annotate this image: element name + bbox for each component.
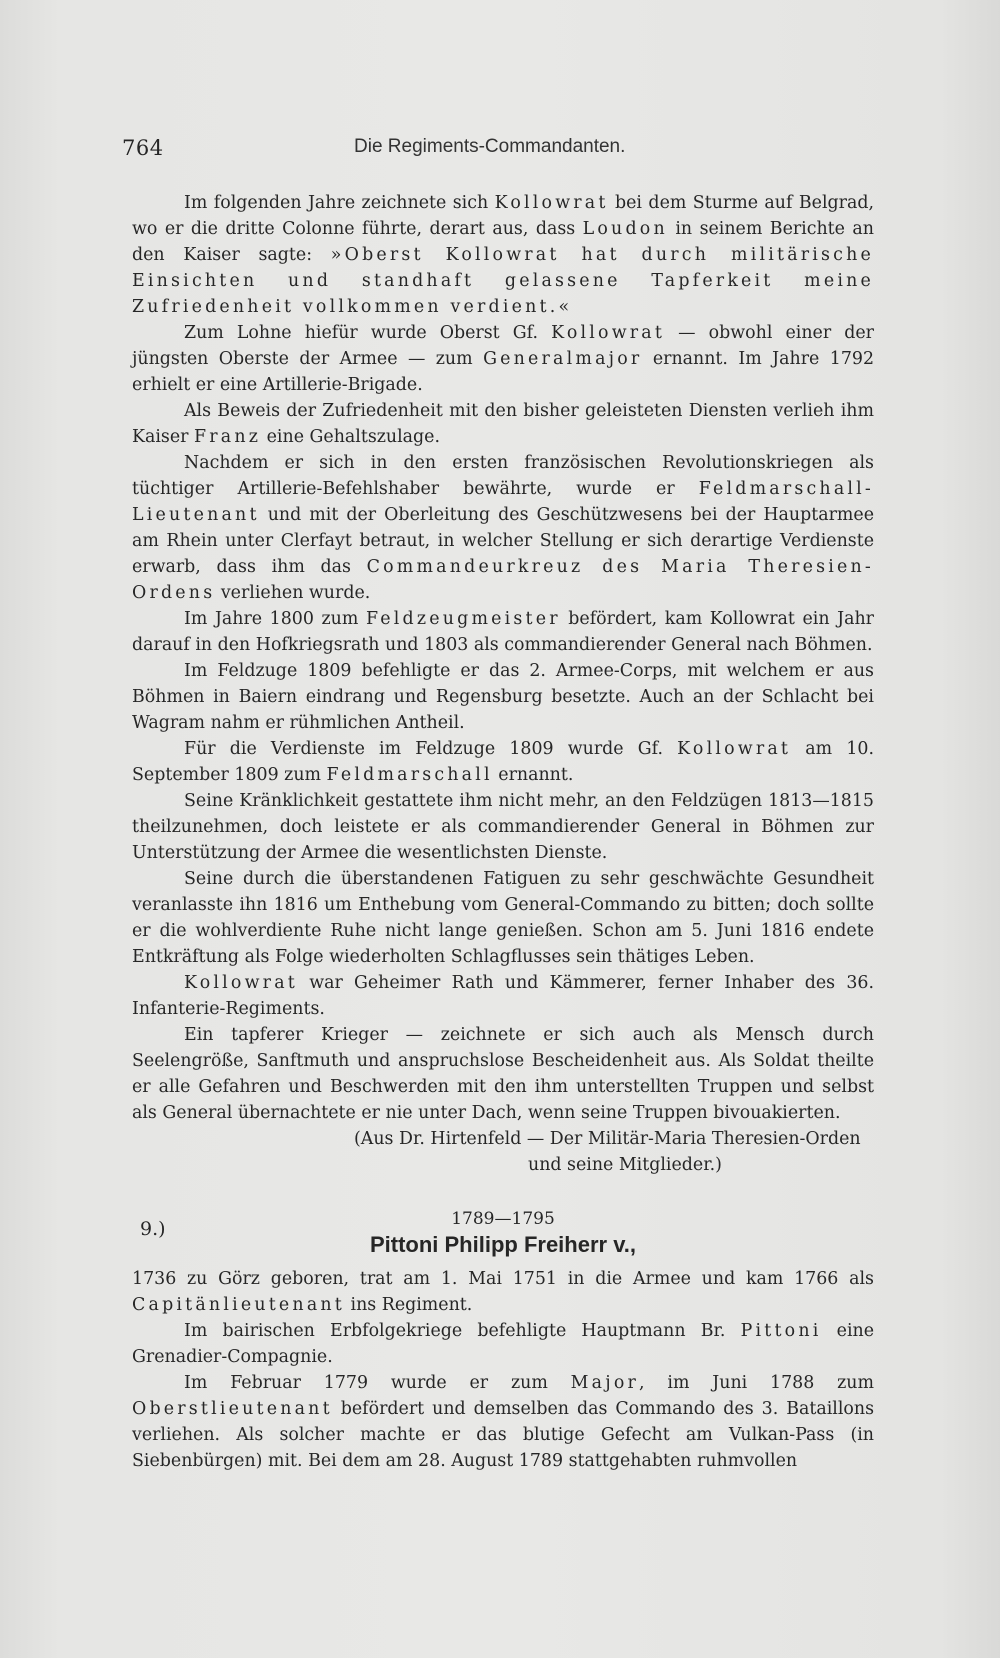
paragraph-text: in seinem Berichte an den Kaiser sagte: xyxy=(132,219,874,265)
spaced-emphasis-text: Kollowrat xyxy=(677,739,792,759)
paragraph-text: Im Februar 1779 wurde er zum xyxy=(184,1373,571,1393)
paragraph xyxy=(132,606,874,658)
paragraph-text: Für die Verdienste im Feldzuge 1809 wurde Gf. xyxy=(184,739,678,759)
page-number: 764 xyxy=(122,136,164,160)
running-title: Die Regiments-Commandanten. xyxy=(354,136,626,157)
paragraph xyxy=(132,450,874,606)
paragraph-text: und mit der Oberleitung des Geschützwesens bei der Hauptarmee am Rhein unter Clerfayt betraut, in welcher Stellung er sich derartige Verdienste erwarb, dass ihm das xyxy=(132,505,874,577)
spaced-emphasis-text: Major xyxy=(570,1373,640,1393)
paragraph xyxy=(132,1266,874,1318)
paragraph-text: ins Regiment. xyxy=(344,1295,473,1315)
paragraph-text: 1736 zu Görz geboren, trat am 1. Mai 1751 in die Armee und kam 1766 als xyxy=(132,1269,874,1289)
section-years: 1789—1795 xyxy=(451,1209,555,1229)
paragraph-text: eine Grenadier-Compagnie. xyxy=(132,1321,875,1367)
paragraph-text: Im folgenden Jahre zeichnete sich xyxy=(184,193,495,213)
citation-line-2: und seine Mitglieder.) xyxy=(528,1155,722,1175)
paragraph-text: — obwohl einer der jüngsten Oberste der Armee — zum xyxy=(132,323,875,369)
page-header xyxy=(122,136,882,166)
spaced-emphasis-text: Kollowrat xyxy=(184,973,298,993)
paragraph-text: Im Jahre 1800 zum xyxy=(184,609,366,629)
paragraph xyxy=(132,1022,874,1126)
paragraph-text: , im Juni 1788 zum xyxy=(639,1373,874,1393)
paragraph xyxy=(132,658,874,736)
paragraph-text: Nachdem er sich in den ersten französischen Revolutionskriegen als tüchtiger Artillerie-Befehlshaber bewährte, wurde er xyxy=(132,453,874,499)
body-text xyxy=(132,190,874,1474)
spaced-emphasis-text: Generalmajor xyxy=(483,349,643,369)
paragraph xyxy=(132,866,874,970)
paragraph-text: Als Beweis der Zufriedenheit mit den bisher geleisteten Diensten verlieh ihm Kaiser xyxy=(132,401,874,447)
paragraph-text: befördert, kam Kollowrat ein Jahr darauf in den Hofkriegsrath und 1803 als commandierender General nach Böhmen. xyxy=(132,609,874,655)
spaced-emphasis-text: Kollowrat xyxy=(551,323,666,343)
section-number: 9.) xyxy=(140,1218,166,1240)
paragraph xyxy=(132,1318,874,1370)
spaced-emphasis-text: Loudon xyxy=(582,219,668,239)
paragraph xyxy=(132,398,874,450)
paragraph xyxy=(132,788,874,866)
spaced-emphasis-text: Feldmarschall-Lieutenant xyxy=(132,479,874,525)
spaced-emphasis-text: »Oberst Kollowrat hat durch militärische Einsichten und standhaft gelassene Tapferkeit meine Zufriedenheit vollkommen verdient.« xyxy=(132,245,874,317)
pittoni-biography xyxy=(132,1266,874,1474)
paragraph-text: befördert und demselben das Commando des 3. Bataillons verliehen. Als solcher machte er das blutige Gefecht am Vulkan-Pass (in Siebenbürgen) mit. Bei dem am 28. August 1789 stattgehabten ruhmvollen xyxy=(132,1399,874,1471)
paragraph-text: Im bairischen Erbfolgekriege befehligte Hauptmann Br. xyxy=(184,1321,741,1341)
section-name: Pittoni Philipp Freiherr v., xyxy=(369,1232,637,1257)
spaced-emphasis-text: Pittoni xyxy=(740,1321,822,1341)
paragraph-text: Seine durch die überstandenen Fatiguen zu sehr geschwächte Gesundheit veranlasste ihn 1816 um Enthebung vom General-Commando zu bitten; doch sollte er die wohlverdiente Ruhe nicht lange genießen. Schon am 5. Juni 1816 endete Entkräftung als Folge wiederholten Schlagflusses sein thätiges Leben. xyxy=(132,869,874,967)
source-citation xyxy=(132,1126,874,1178)
paragraph-text: eine Gehaltszulage. xyxy=(261,427,440,447)
paragraph xyxy=(132,736,874,788)
paragraph xyxy=(132,970,874,1022)
paragraph xyxy=(132,320,874,398)
paragraph-text: verliehen wurde. xyxy=(215,583,371,603)
spaced-emphasis-text: Commandeurkreuz des Maria Theresien-Ordens xyxy=(132,557,874,603)
spaced-emphasis-text: Franz xyxy=(193,427,262,447)
paragraph-text: Zum Lohne hiefür wurde Oberst Gf. xyxy=(184,323,552,343)
paragraph xyxy=(132,1370,874,1474)
kollowrat-biography xyxy=(132,190,874,1126)
paragraph-text: bei dem Sturme auf Belgrad, wo er die dritte Colonne führte, derart aus, dass xyxy=(132,193,874,239)
spaced-emphasis-text: Feldzeugmeister xyxy=(365,609,561,629)
paragraph-text: am 10. September 1809 zum xyxy=(132,739,874,785)
spaced-emphasis-text: Feldmarschall xyxy=(326,765,493,785)
citation-line-1: (Aus Dr. Hirtenfeld — Der Militär-Maria Theresien-Orden xyxy=(354,1129,861,1149)
paragraph-text: ernannt. Im Jahre 1792 erhielt er eine Artillerie-Brigade. xyxy=(132,349,875,395)
paragraph-text: ernannt. xyxy=(492,765,574,785)
spaced-emphasis-text: Capitänlieutenant xyxy=(132,1295,345,1315)
paragraph-text: Ein tapferer Krieger — zeichnete er sich auch als Mensch durch Seelengröße, Sanftmuth und anspruchslose Bescheidenheit aus. Als Soldat theilte er alle Gefahren und Beschwerden mit den ihm unterstellten Truppen und selbst als General übernachtete er nie unter Dach, wenn seine Truppen bivouakierten. xyxy=(132,1025,874,1123)
section-heading xyxy=(132,1206,874,1266)
spaced-emphasis-text: Oberstlieutenant xyxy=(132,1399,333,1419)
paragraph-text: war Geheimer Rath und Kämmerer, ferner Inhaber des 36. Infanterie-Regiments. xyxy=(132,973,874,1019)
paragraph-text: Im Feldzuge 1809 befehligte er das 2. Armee-Corps, mit welchem er aus Böhmen in Baiern eindrang und Regensburg besetzte. Auch an der Schlacht bei Wagram nahm er rühmlichen Antheil. xyxy=(132,661,874,733)
paragraph xyxy=(132,190,874,320)
spaced-emphasis-text: Kollowrat xyxy=(494,193,609,213)
paragraph-text: Seine Kränklichkeit gestattete ihm nicht mehr, an den Feldzügen 1813—1815 theilzunehmen, doch leistete er als commandierender General in Böhmen zur Unterstützung der Armee die wesentlichsten Dienste. xyxy=(132,791,874,863)
